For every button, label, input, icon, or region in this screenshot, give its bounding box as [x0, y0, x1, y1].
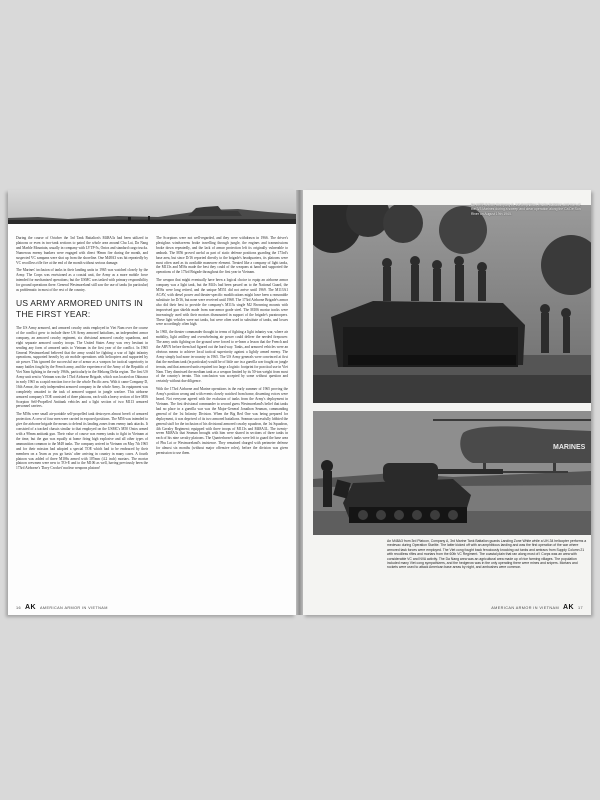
book-title: AMERICAN ARMOR IN VIETNAM [491, 605, 560, 610]
photo-caption-bottom: An M48A3 from 3rd Platoon, Company A, 3rd Marine Tank Battalion guards Landing Zone White while a UH-34 helicopter performs a medevac during Operation Starlite. The latter kicked off with an amphibious landing and was the first operation of the war where armored task forces were employed. The Viet cong fought back ferociously knocking out tanks and amtracs from Supply Column 21 with recoilless rifles and mortars from the 60th VC Regiment. The coastal plain that ran along most of I Corps was an area with considerable VC and NVA activity. The Da Nang area was an agricultural area made up of rice farming villages. The population included many Viet cong sympathizers, and the hedgerow was in the only operating there were mines and snipers. Mortars and rockets were used to attack American base areas by night, and ambushes were common. [387, 539, 587, 570]
book-title: AMERICAN ARMOR IN VIETNAM [39, 605, 108, 610]
left-column-1 [16, 236, 148, 474]
photo-tank-helicopter [313, 411, 591, 535]
page-number: 17 [577, 605, 583, 610]
paragraph: The US Army armored, and armored cavalry units employed in Viet Nam over the course of the conflict grew to include three US Army armored battalions, an independent armor company, an armored cavalry regiment, six divisional armored cavalry squadrons, and eight separate armored cavalry troops. The United States Army was very hesitant in sending any form of armored units to Vietnam in the first year of the conflict. In 1965 General Westmoreland believed that the army would be fighting a war of light infantry operations, supported heavily by air mobile operations with helicopters and supported by air power. This ignored the successful use of armor as a weapon for tactical superiority in many battles fought by the French army, and the experience of the Army of the Republic of Viet Nam fighting in the early 1960s, particularly in the Mekong Delta region. The first US Army unit sent to Vietnam was the 173rd Airborne Brigade, which was located on Okinawa in early 1965 as a rapid reaction force for the whole Pacific area. With it came Company D, 16th Armor, the only independent armored company in the whole Army. Its equipment was completely unsuited to the task of armored support in jungle warfare. This airborne armored company's TOE consisted of three platoons, each with a heavy section of five M56 Scorpion Self-Propelled Antitank vehicles and a light section of two M113 armored personnel carriers. [16, 325, 148, 409]
paragraph: The weapon that might eventually have been a logical choice to equip an airborne armor company was a light tank, but the M41s had been passed on to the National Guard, the M56s were long retired, and the unique M551 did not arrive until 1969. The M113A1 ACAV, with diesel power and theater-specific modifications might have been a reasonable substitute for D/16, but none were received until 1968. The 173rd Airborne Brigade's armor also did their best to provide the company's M113s single M2 Browning mounts with improvised gun shields made from non-armor grade steel. The M106 mortar tracks were increasingly used with their mortars dismounted in support of the brigade's paratroopers. These light vehicles were not tanks, but were often used in substitute of tanks, and losses were accordingly often high. [156, 278, 288, 327]
helicopter-marking: MARINES [553, 444, 586, 451]
left-footer [16, 604, 108, 611]
paragraph: In 1965, the theater commander thought in terms of fighting a light infantry war, where air mobility, light artillery and overwhelming air power could deliver the needed firepower. The army units fighting on the ground were forced to re-learn a lesson that the French and the ARVN before them had figured out the hard way. Tanks, and armored vehicles were an obvious means to achieve local tactical superiority against a lightly armed enemy. The Army simply had none in-country in 1965. The US Army generals were convinced at first that the medium tank (in particular) would be of little use in a guerilla war fought on jungle terrain, and that armored units required too large a logistic footprint for practical use in Viet Nam. They dismissed the medium tank as a weapon limited by its 50-ton weight from most of the country's terrain. This conclusion was accepted by some without question and certainly without due diligence. [156, 330, 288, 384]
right-page [303, 190, 591, 615]
photo-amtrac-marines [313, 205, 591, 403]
banner-landscape-image [8, 190, 296, 224]
left-column-2 [156, 236, 288, 459]
publisher-logo: AK [563, 604, 574, 611]
paragraph: The Scorpions were not well-regarded, and they were withdrawn in 1966. The driver's plexiglass windscreens broke travelling through jungle, the engines and transmissions broke down repeatedly, and the lack of armor protection left its originally vulnerable to ambush. The M56 proved useful as part of static defense positions guarding the 173rd's base area, but since D/16 reported directly to the brigade's headquarters, its platoons were most often used as its available maneuver element. Treated like a company of light tanks, the M113s and M56s made the best they could of the weapons at hand and supported the operations of the 173rd Brigade throughout the first year in Vietnam. [156, 236, 288, 275]
publisher-logo: AK [25, 604, 36, 611]
left-page [8, 190, 296, 615]
photo-caption-top: An LVTP-5 from Company A, 1st Amphibian Tractor Battalion and men of the 3/3 Marines during a sweep and clear operation along the Ca De Son River on August 19th 1965. [471, 203, 581, 216]
paragraph: During the course of October the 3rd Tank Battalion's M48A3s had been utilized in platoons or even in two-tank sections to patrol the whole area around Chu Lai, Da Nang and Marble Mountain, usually in company with LVTP-5s, Ontos and standard cargo trucks. Numerous enemy bunkers were engaged with direct 90mm fire during the month, and suspected VC sampans were shot up from the shoreline. One M48A3 was hit repeatedly by VC recoilless rifle fire at the end of the month without serious damage. [16, 236, 148, 265]
right-footer [491, 604, 583, 611]
page-number: 16 [16, 605, 22, 610]
paragraph: With the 173rd Airborne and Marine operations in the early summer of 1965 proving the Army's position wrong and with events closely watched from home, dissenting voices were heard. Not everyone agreed with the exclusion of tanks from the Army's deployment in Vietnam. The first divisional commander to second guess Westmoreland's belief that tanks had no place in a guerilla war was the Major-General Jonathon Seaman, commanding general of the 1st Infantry Division. When the Big Red One was being prepared for deployment, it was deprived of its two armored battalions. Seaman successfully lobbied the general staff for the inclusion of his divisional armored cavalry squadron, the 1st Squadron, 4th Cavalry Regiment; equipped with three troops of M113s and M48A3L. The twenty-seven M48A3s that Seaman brought with him were shared in sections of three tanks in each of his nine cavalry platoons. The Quarterhorse's tanks were left to guard the base area of Phu Loi or Westmoreland's insistence. They remained charged with perimeter defense for almost six months (without major offensive roles), before the division was given permission to use them. [156, 387, 288, 456]
page-gutter [296, 190, 303, 615]
paragraph: The Marines' inclusion of tanks in their landing units in 1965 was watched closely by the Army. The Corps was envisioned as a coastal unit, the Army as a more mobile force intended for mechanized operations; but the USMC was tasked with primary responsibility for ground operations there. General Westmoreland still saw the use of tanks (in particular) as problematic in most of the rest of the country. [16, 268, 148, 293]
paragraph: The M56s were small air-portable self-propelled tank destroyers almost bereft of armored protection. A crew of four men were carried in exposed positions. The M56 was intended to give the airborne brigade the means to defend its landing zones from enemy tank attacks. It consisted of a tracked chassis similar to that employed on the USMC's M50 Ontos armed with a 90mm antitank gun. Their value of course was enemy tanks to fight in Vietnam at the time, but the gun was equally at home firing high explosive and all other types of ammunition common to the M48 tanks. The company arrived in Vietnam on May 7th 1965 and for their mission had adopted a special TOE which had to be embraced by their members on a 'learn as you go basis' after arriving in country in many cases. A fourth platoon was added of three M106s armed with 107mm (4.2 inch) mortars. The mortar platoon crewmen were new to TO+E and to the M106 as well, having previously been the 173rd Airborne's 'Davy Crocket' nuclear weapons platoon! [16, 412, 148, 471]
section-heading: US ARMY ARMORED UNITS IN THE FIRST YEAR: [16, 297, 143, 319]
